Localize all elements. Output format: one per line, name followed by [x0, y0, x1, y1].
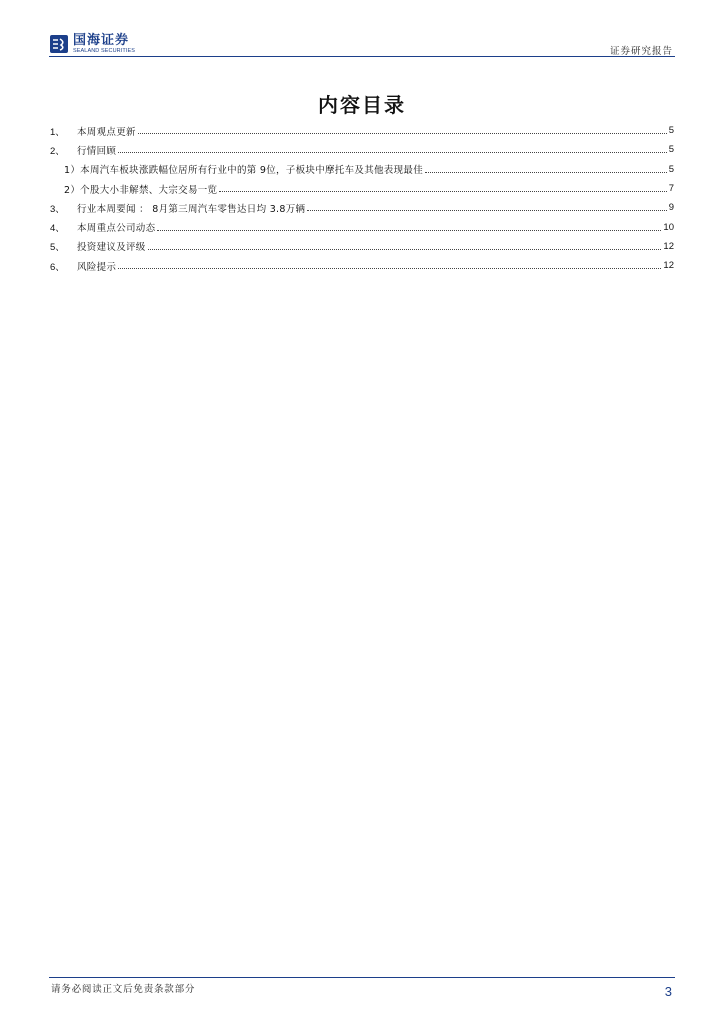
- toc-leader-dots: [219, 191, 666, 192]
- toc-entry-number: 1、: [50, 126, 65, 138]
- toc-leader-dots: [118, 268, 661, 269]
- toc-entry-title: 本周重点公司动态: [77, 223, 156, 235]
- toc-entry-page: 10: [663, 221, 674, 233]
- toc-entry-number: 6、: [50, 261, 65, 273]
- toc-leader-dots: [157, 230, 661, 231]
- logo-english-name: SEALAND SECURITIES: [73, 47, 136, 54]
- toc-leader-dots: [118, 152, 667, 153]
- header-divider: [49, 56, 675, 57]
- toc-entry-title: 投资建议及评级: [77, 242, 146, 254]
- toc-entry-title: 行情回顾: [77, 145, 117, 157]
- toc-entry-number: 4、: [50, 223, 65, 235]
- toc-entry-page: 12: [663, 240, 674, 252]
- toc-entry-title: 风险提示: [77, 261, 117, 273]
- toc-entry-page: 5: [668, 163, 674, 175]
- toc-entry-title: 2）个股大小非解禁、大宗交易一览: [64, 184, 218, 196]
- toc-entry[interactable]: [50, 217, 674, 236]
- company-logo: [49, 33, 135, 55]
- toc-entry[interactable]: [50, 121, 674, 140]
- toc-entry-title: 行业本周要闻 ： 8月第三周汽车零售达日均 3.8万辆: [77, 203, 306, 215]
- toc-leader-dots: [307, 210, 666, 211]
- page-number: 3: [664, 984, 672, 999]
- toc-subentry[interactable]: [50, 179, 674, 198]
- footer-disclaimer: 请务必阅读正文后免责条款部分: [51, 984, 196, 995]
- sealand-logo-icon: [49, 34, 69, 54]
- toc-entry-number: 5、: [50, 242, 65, 254]
- toc-entry[interactable]: [50, 140, 674, 159]
- toc-entry[interactable]: [50, 237, 674, 256]
- toc-leader-dots: [138, 133, 667, 134]
- logo-chinese-name: 国海证券: [73, 32, 130, 48]
- toc-entry[interactable]: [50, 198, 674, 217]
- toc-entry-page: 7: [668, 183, 674, 195]
- toc-leader-dots: [148, 249, 662, 250]
- toc-entry-title: 1）本周汽车板块涨跌幅位居所有行业中的第 9位，子板块中摩托车及其他表现最佳: [64, 165, 424, 177]
- toc-entry-number: 2、: [50, 145, 65, 157]
- page-header: [49, 33, 675, 57]
- table-of-contents: [50, 121, 674, 275]
- report-type-label: 证券研究报告: [609, 46, 673, 57]
- toc-entry-title: 本周观点更新: [77, 126, 136, 138]
- toc-entry-page: 5: [668, 144, 674, 156]
- toc-entry-page: 12: [663, 260, 674, 272]
- toc-entry-page: 9: [668, 202, 674, 214]
- toc-entry[interactable]: [50, 256, 674, 275]
- toc-entry-number: 3、: [50, 203, 65, 215]
- toc-subentry[interactable]: [50, 160, 674, 179]
- toc-title: 内容目录: [318, 93, 406, 117]
- toc-entry-page: 5: [668, 125, 674, 137]
- footer-divider: [49, 977, 675, 978]
- toc-leader-dots: [425, 172, 667, 173]
